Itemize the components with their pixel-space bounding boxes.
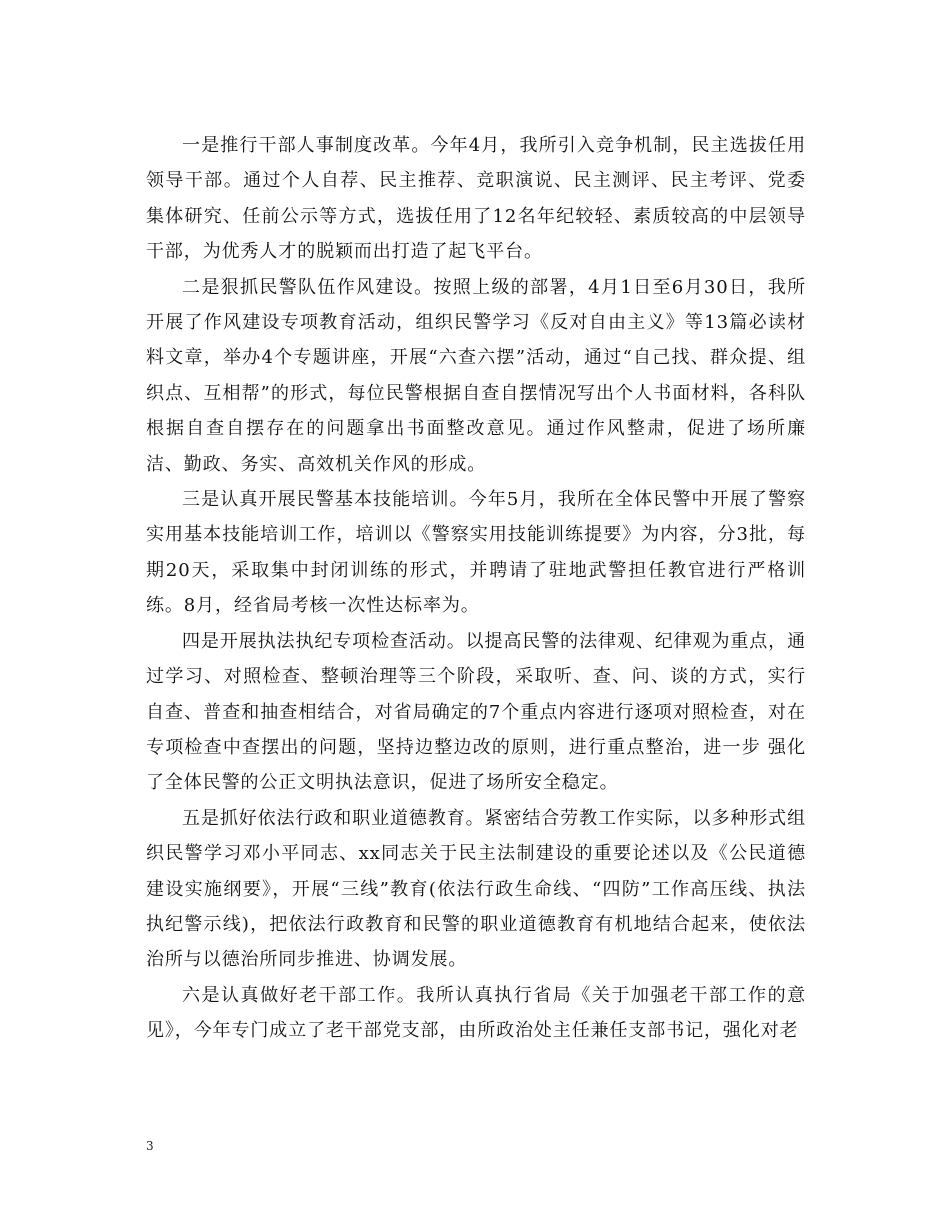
paragraph-skills-training: 三是认真开展民警基本技能培训。今年5月，我所在全体民警中开展了警察实用基本技能培训工作，培训以《警察实用技能训练提要》为内容，分3批，每期20天，采取集中封闭训练的形式，并聘请了驻地武警担任教官进行严格训练。8月，经省局考核一次性达标率为。 (146, 489, 806, 617)
page-number: 3 (146, 1139, 154, 1153)
paragraph-work-style: 二是狠抓民警队伍作风建设。按照上级的部署，4月1日至6月30日，我所开展了作风建设专项教育活动，组织民警学习《反对自由主义》等13篇必读材料文章，举办4个专题讲座，开展“六查六摆”活动，通过“自己找、群众提、组织点、互相帮”的形式，每位民警根据自查自摆情况写出个人书面材料，各科队根据自查自摆存在的问题拿出书面整改意见。通过作风整肃，促进了场所廉洁、勤政、务实、高效机关作风的形成。 (146, 276, 806, 475)
paragraph-retired-cadres: 六是认真做好老干部工作。我所认真执行省局《关于加强老干部工作的意见》，今年专门成立了老干部党支部，由所政治处主任兼任支部书记，强化对老 (146, 984, 806, 1042)
paragraph-ethics-education: 五是抓好依法行政和职业道德教育。紧密结合劳教工作实际，以多种形式组织民警学习邓小平同志、xx同志关于民主法制建设的重要论述以及《公民道德建设实施纲要》，开展“三线”教育(依法行政生命线、“四防”工作高压线、执法执纪警示线)，把依法行政教育和民警的职业道德教育有机地结合起来，使依法治所与以德治所同步推进、协调发展。 (146, 807, 806, 971)
paragraph-law-enforcement-inspection: 四是开展执法执纪专项检查活动。以提高民警的法律观、纪律观为重点，通过学习、对照检查、整顿治理等三个阶段，采取听、查、问、谈的方式，实行自查、普查和抽查相结合，对省局确定的7个重点内容进行逐项对照检查，对在专项检查中查摆出的问题，坚持边整边改的原则，进行重点整治，进一步 强化了全体民警的公正文明执法意识，促进了场所安全稳定。 (146, 630, 806, 794)
paragraph-cadre-reform: 一是推行干部人事制度改革。今年4月，我所引入竞争机制，民主选拔任用领导干部。通过个人自荐、民主推荐、竞职演说、民主测评、民主考评、党委集体研究、任前公示等方式，选拔任用了12名年纪较轻、素质较高的中层领导干部，为优秀人才的脱颖而出打造了起飞平台。 (146, 135, 806, 263)
document-body (146, 128, 806, 1049)
